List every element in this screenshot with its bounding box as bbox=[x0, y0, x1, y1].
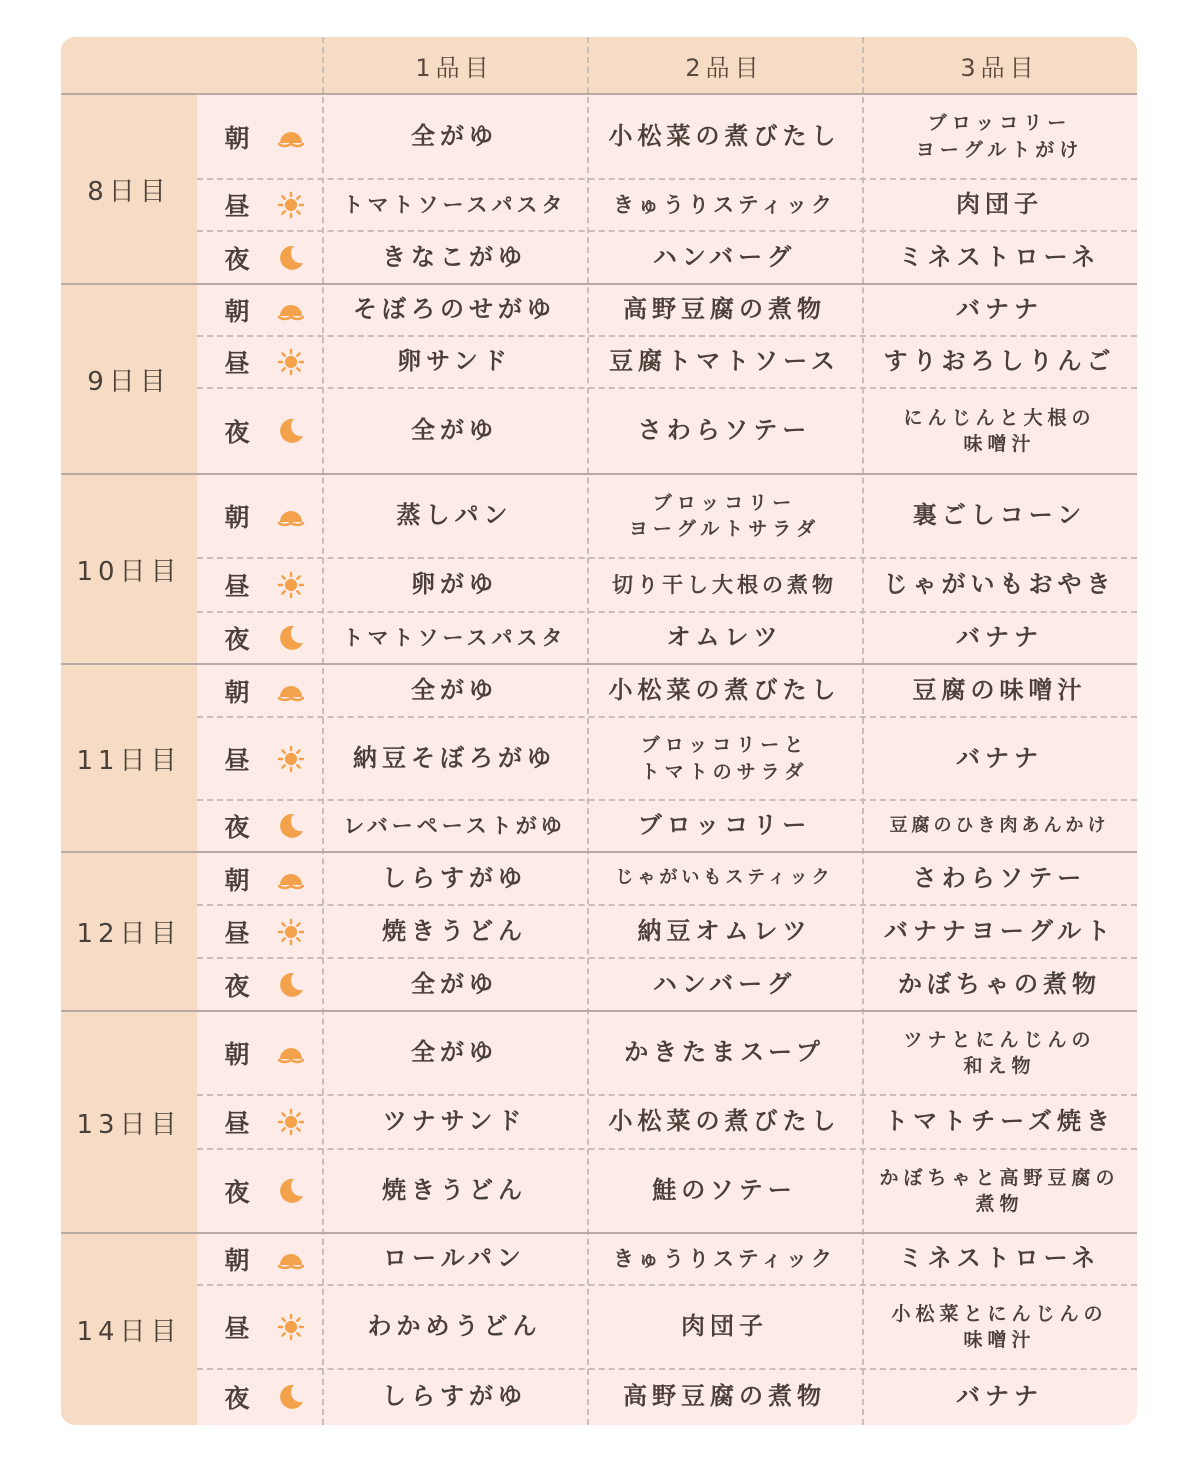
crescent-moon-icon bbox=[277, 417, 305, 445]
dish-cell: 蒸しパン bbox=[396, 501, 513, 530]
sun-icon bbox=[277, 348, 305, 376]
meal-label: 昼 bbox=[224, 1109, 250, 1138]
dish-cell: 小松菜の煮びたし bbox=[608, 121, 841, 150]
dish-cell: かきたまスープ bbox=[624, 1038, 825, 1067]
meal-plan-table bbox=[61, 37, 1137, 1425]
dish-cell: そぼろのせがゆ bbox=[353, 295, 556, 324]
dish-cell: にんじんと大根の 味噌汁 bbox=[903, 406, 1096, 455]
sunrise-icon bbox=[277, 677, 305, 705]
meal-breakfast bbox=[197, 852, 321, 905]
crescent-moon-icon bbox=[277, 971, 305, 999]
day-label: 14日目 bbox=[76, 1316, 182, 1347]
dish-cell: 納豆そぼろがゆ bbox=[353, 743, 556, 772]
dish-cell: 鮭のソテー bbox=[652, 1176, 797, 1205]
dish-cell: ブロッコリーと トマトのサラダ bbox=[640, 734, 809, 783]
meal-label: 朝 bbox=[224, 123, 250, 153]
dish-cell: 全がゆ bbox=[411, 675, 498, 704]
meal-label: 昼 bbox=[224, 1314, 250, 1343]
meal-lunch bbox=[197, 1095, 321, 1149]
dish-cell: 肉団子 bbox=[681, 1312, 768, 1341]
dish-cell: 焼きうどん bbox=[382, 916, 527, 945]
sun-icon bbox=[277, 571, 305, 599]
meal-label: 朝 bbox=[224, 297, 250, 326]
dish-cell: かぼちゃの煮物 bbox=[898, 969, 1101, 998]
sunrise-icon bbox=[277, 296, 305, 324]
dish-cell: ブロッコリー bbox=[637, 811, 812, 840]
dish-cell: じゃがいもスティック bbox=[615, 867, 834, 889]
column-header-3: 3品目 bbox=[960, 54, 1039, 82]
sun-icon bbox=[277, 1313, 305, 1341]
meal-lunch bbox=[197, 558, 321, 612]
sun-icon bbox=[277, 1108, 305, 1136]
dish-cell: 小松菜の煮びたし bbox=[608, 675, 841, 704]
meal-breakfast bbox=[197, 1011, 321, 1095]
dish-cell: ミネストローネ bbox=[898, 1244, 1101, 1273]
dish-cell: バナナ bbox=[956, 1382, 1043, 1411]
meal-lunch bbox=[197, 1285, 321, 1369]
dish-cell: さわらソテー bbox=[912, 863, 1087, 892]
dish-cell: 裏ごしコーン bbox=[912, 501, 1087, 530]
meal-label: 夜 bbox=[224, 1178, 250, 1207]
dish-cell: 全がゆ bbox=[411, 121, 498, 150]
dish-cell: トマトソースパスタ bbox=[342, 625, 567, 650]
sunrise-icon bbox=[277, 1245, 305, 1273]
dish-cell: 高野豆腐の煮物 bbox=[623, 1382, 826, 1411]
dish-cell: 卵サンド bbox=[397, 347, 512, 376]
meal-label: 朝 bbox=[224, 677, 250, 707]
dish-cell: オムレツ bbox=[666, 623, 783, 652]
meal-lunch bbox=[197, 179, 321, 231]
crescent-moon-icon bbox=[277, 1383, 305, 1411]
dish-cell: バナナヨーグルト bbox=[883, 916, 1116, 945]
dish-cell: 小松菜とにんじんの 味噌汁 bbox=[891, 1302, 1108, 1351]
meal-label: 昼 bbox=[224, 918, 250, 948]
meal-label: 昼 bbox=[224, 745, 250, 775]
dish-cell: レバーペーストがゆ bbox=[343, 813, 566, 838]
dish-cell: ハンバーグ bbox=[652, 242, 797, 271]
day-label: 10日目 bbox=[76, 556, 182, 587]
dish-cell: さわらソテー bbox=[637, 416, 812, 445]
dish-cell: ブロッコリー ヨーグルトサラダ bbox=[628, 491, 821, 540]
sunrise-icon bbox=[277, 502, 305, 530]
meal-lunch bbox=[197, 905, 321, 958]
meal-lunch bbox=[197, 717, 321, 800]
sun-icon bbox=[277, 191, 305, 219]
meal-breakfast bbox=[197, 94, 321, 179]
crescent-moon-icon bbox=[277, 624, 305, 652]
dish-cell: じゃがいもおやき bbox=[883, 570, 1116, 599]
meal-dinner bbox=[197, 612, 321, 664]
day-label: 11日目 bbox=[76, 745, 182, 776]
meal-label: 夜 bbox=[224, 625, 250, 654]
dish-cell: かぼちゃと高野豆腐の 煮物 bbox=[879, 1166, 1120, 1215]
meal-label: 昼 bbox=[224, 349, 250, 378]
dish-cell: トマトチーズ焼き bbox=[884, 1107, 1115, 1136]
column-header-1: 1品目 bbox=[415, 54, 494, 82]
dish-cell: ツナとにんじんの 和え物 bbox=[903, 1028, 1096, 1077]
crescent-moon-icon bbox=[277, 244, 305, 272]
day-label: 12日目 bbox=[76, 919, 182, 949]
sunrise-icon bbox=[277, 1039, 305, 1067]
sunrise-icon bbox=[277, 865, 305, 893]
meal-label: 夜 bbox=[224, 418, 250, 447]
crescent-moon-icon bbox=[277, 1177, 305, 1205]
day-label: 8日目 bbox=[87, 176, 171, 207]
day-label: 9日目 bbox=[87, 366, 171, 397]
dish-cell: 卵がゆ bbox=[411, 570, 498, 599]
sun-icon bbox=[277, 918, 305, 946]
meal-breakfast bbox=[197, 474, 321, 558]
day-label: 13日目 bbox=[76, 1109, 182, 1140]
dish-cell: 全がゆ bbox=[411, 1038, 498, 1067]
meal-label: 朝 bbox=[224, 1246, 250, 1275]
sunrise-icon bbox=[277, 123, 305, 151]
dish-cell: 納豆オムレツ bbox=[637, 916, 812, 945]
dish-cell: ブロッコリー ヨーグルトがけ bbox=[915, 112, 1084, 161]
dish-cell: 高野豆腐の煮物 bbox=[623, 295, 826, 324]
meal-label: 夜 bbox=[224, 971, 250, 1001]
dish-cell: きゅうりスティック bbox=[613, 1246, 836, 1271]
dish-cell: 全がゆ bbox=[411, 969, 498, 998]
meal-dinner bbox=[197, 388, 321, 474]
meal-breakfast bbox=[197, 1233, 321, 1285]
meal-label: 朝 bbox=[224, 865, 250, 895]
dish-cell: ロールパン bbox=[383, 1244, 526, 1273]
crescent-moon-icon bbox=[277, 812, 305, 840]
meal-label: 昼 bbox=[224, 192, 250, 221]
dish-cell: きゅうりスティック bbox=[613, 192, 836, 217]
meal-dinner bbox=[197, 958, 321, 1011]
dish-cell: 小松菜の煮びたし bbox=[608, 1107, 841, 1136]
dish-cell: しらすがゆ bbox=[382, 863, 527, 892]
dish-cell: きなこがゆ bbox=[382, 242, 527, 271]
meal-dinner bbox=[197, 800, 321, 852]
meal-breakfast bbox=[197, 284, 321, 336]
dish-cell: ミネストローネ bbox=[898, 242, 1101, 271]
dish-cell: すりおろしりんご bbox=[883, 347, 1116, 376]
dish-cell: 豆腐トマトソース bbox=[609, 347, 840, 376]
dish-cell: ハンバーグ bbox=[652, 969, 797, 998]
meal-label: 朝 bbox=[224, 1040, 250, 1069]
column-header-2: 2品目 bbox=[685, 54, 764, 82]
dish-cell: 豆腐のひき肉あんかけ bbox=[889, 814, 1110, 836]
dish-cell: 全がゆ bbox=[411, 416, 498, 445]
dish-cell: 肉団子 bbox=[956, 190, 1043, 219]
meal-dinner bbox=[197, 231, 321, 284]
dish-cell: バナナ bbox=[956, 743, 1043, 772]
meal-breakfast bbox=[197, 664, 321, 717]
dish-cell: わかめうどん bbox=[367, 1312, 542, 1341]
meal-label: 朝 bbox=[224, 503, 250, 532]
meal-label: 夜 bbox=[224, 813, 250, 842]
sun-icon bbox=[277, 745, 305, 773]
dish-cell: 豆腐の味噌汁 bbox=[912, 675, 1087, 704]
meal-label: 夜 bbox=[224, 244, 250, 274]
dish-cell: バナナ bbox=[956, 295, 1043, 324]
dish-cell: 焼きうどん bbox=[382, 1176, 527, 1205]
dish-cell: トマトソースパスタ bbox=[342, 192, 567, 217]
dish-cell: 切り干し大根の煮物 bbox=[612, 572, 837, 597]
meal-label: 昼 bbox=[224, 572, 250, 601]
dish-cell: ツナサンド bbox=[382, 1107, 527, 1136]
meal-dinner bbox=[197, 1369, 321, 1425]
meal-dinner bbox=[197, 1149, 321, 1233]
meal-label: 夜 bbox=[224, 1384, 250, 1413]
meal-lunch bbox=[197, 336, 321, 388]
dish-cell: しらすがゆ bbox=[382, 1382, 527, 1411]
dish-cell: バナナ bbox=[956, 623, 1043, 652]
